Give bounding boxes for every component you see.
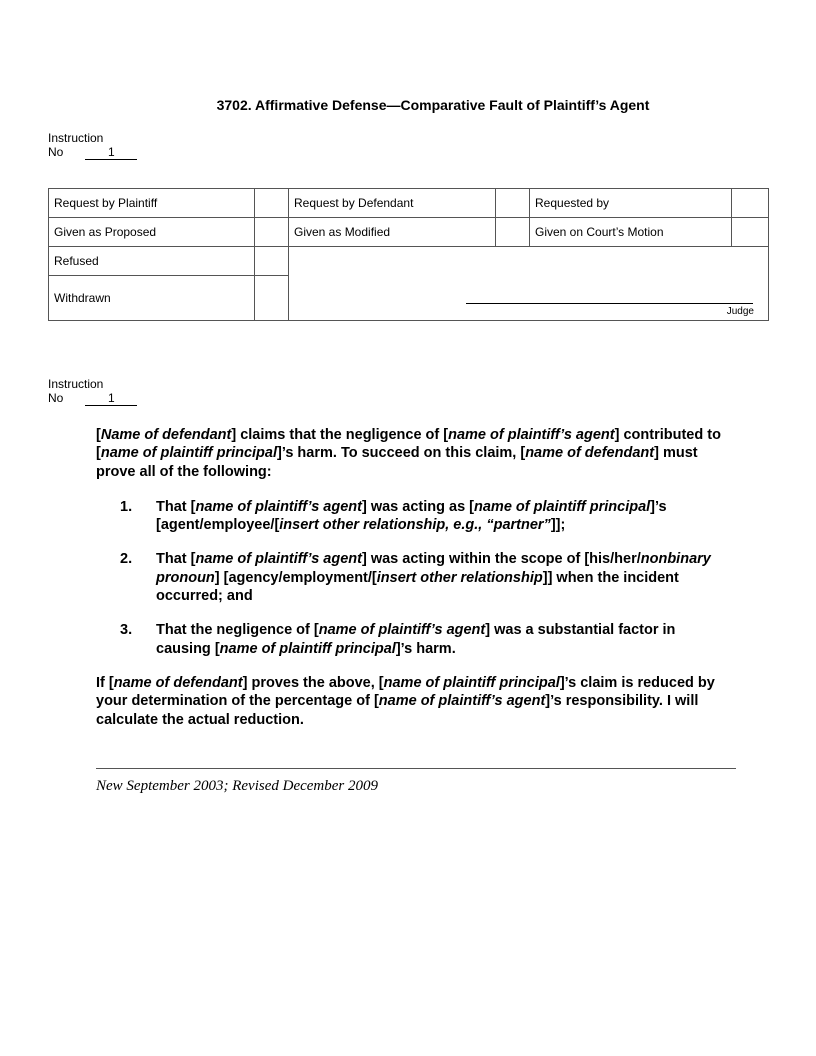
- instruction-body: [96, 426, 736, 729]
- no-label: No: [48, 391, 64, 405]
- list-item-text: That the negligence of [name of plaintiff’s agent] was a substantial factor in causing [name of plaintiff principal]’s harm.: [156, 622, 676, 657]
- request-by-plaintiff-label: Request by Plaintiff: [49, 189, 255, 218]
- withdrawn-checkbox[interactable]: [255, 276, 289, 321]
- no-label: No: [48, 145, 64, 159]
- list-item-number: 3.: [120, 622, 133, 639]
- instruction-number-block-bottom: [48, 377, 137, 406]
- requested-by-label: Requested by: [530, 189, 732, 218]
- history-note: New September 2003; Revised December 2009: [96, 778, 378, 794]
- list-item-text: That [name of plaintiff’s agent] was acting within the scope of [his/her/nonbinary pronoun] [agency/employment/[insert other relationship]] when the incident occurred; and: [156, 551, 711, 605]
- instruction-number: 1: [85, 146, 137, 160]
- requested-by-checkbox[interactable]: [732, 189, 769, 218]
- request-by-defendant-checkbox[interactable]: [496, 189, 530, 218]
- list-item: [96, 621, 736, 658]
- instruction-label: Instruction: [48, 377, 104, 391]
- request-by-plaintiff-checkbox[interactable]: [255, 189, 289, 218]
- given-as-proposed-label: Given as Proposed: [49, 218, 255, 247]
- given-as-modified-label: Given as Modified: [289, 218, 496, 247]
- intro-paragraph: [Name of defendant] claims that the negligence of [name of plaintiff’s agent] contributed to [name of plaintiff principal]’s harm. To succeed on this claim, [name of defendant] must prove all of the following:: [96, 427, 721, 480]
- instruction-label: Instruction: [48, 131, 104, 145]
- judge-signature-line[interactable]: [466, 303, 753, 304]
- request-by-defendant-label: Request by Defendant: [289, 189, 496, 218]
- elements-list: [96, 498, 736, 658]
- list-item: [96, 498, 736, 535]
- withdrawn-label: Withdrawn: [49, 276, 255, 321]
- judge-label: Judge: [726, 306, 754, 317]
- list-item: [96, 550, 736, 605]
- given-on-courts-motion-checkbox[interactable]: [732, 218, 769, 247]
- list-item-number: 1.: [120, 498, 133, 515]
- refused-checkbox[interactable]: [255, 247, 289, 276]
- judge-signature-cell: [289, 247, 769, 321]
- list-item-number: 2.: [120, 551, 133, 568]
- given-on-courts-motion-label: Given on Court’s Motion: [530, 218, 732, 247]
- list-item-text: That [name of plaintiff’s agent] was acting as [name of plaintiff principal]’s [agent/employee/[insert other relationship, e.g., “partner”]];: [156, 498, 667, 534]
- divider: [96, 768, 736, 769]
- closing-paragraph: If [name of defendant] proves the above, [name of plaintiff principal]’s claim is reduced by your determination of the percentage of [name of plaintiff’s agent]’s responsibility. I will calculate the actual reduction.: [96, 674, 715, 728]
- request-table: [48, 188, 769, 321]
- instruction-number-block-top: [48, 131, 137, 160]
- given-as-proposed-checkbox[interactable]: [255, 218, 289, 247]
- instruction-title: 3702. Affirmative Defense—Comparative Fault of Plaintiff’s Agent: [216, 97, 650, 113]
- instruction-number: 1: [85, 392, 137, 406]
- refused-label: Refused: [49, 247, 255, 276]
- given-as-modified-checkbox[interactable]: [496, 218, 530, 247]
